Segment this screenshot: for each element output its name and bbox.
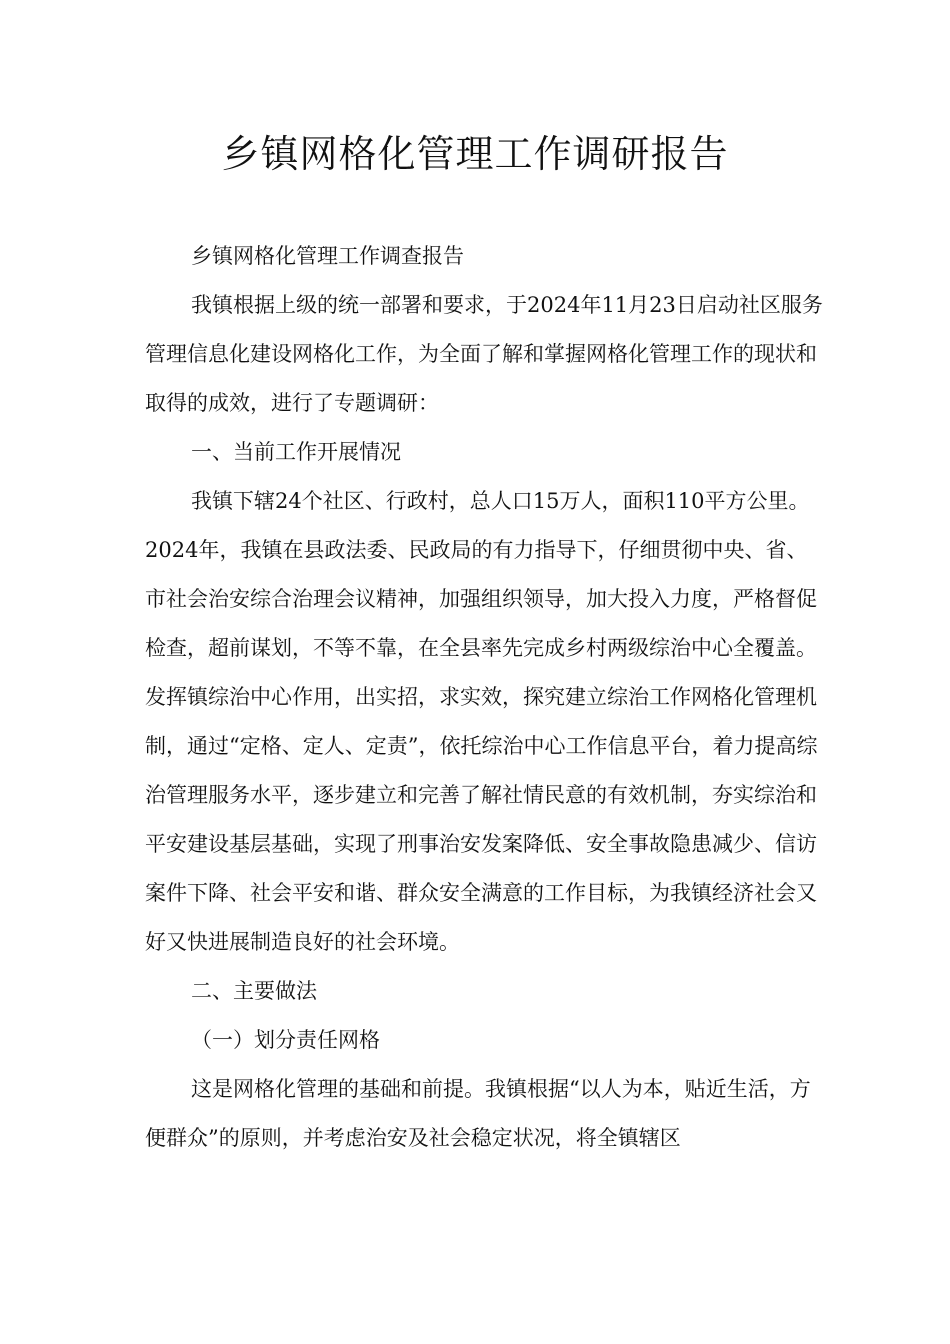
document-body bbox=[145, 232, 825, 1163]
section-heading-2: 二、主要做法 bbox=[191, 979, 317, 1003]
subsection-heading-1: （一）划分责任网格 bbox=[191, 1028, 380, 1052]
document-title: 乡镇网格化管理工作调研报告 bbox=[221, 132, 729, 176]
paragraph-grid: 这是网格化管理的基础和前提。我镇根据“以人为本，贴近生活，方便群众”的原则，并考虑治安及社会稳定状况，将全镇辖区 bbox=[145, 1077, 811, 1150]
paragraph-overview: 我镇下辖24个社区、行政村，总人口15万人，面积110平方公里。2024年，我镇在县政法委、民政局的有力指导下，仔细贯彻中央、省、市社会治安综合治理会议精神，加强组织领导，加大投入力度，严格督促检查，超前谋划，不等不靠，在全县率先完成乡村两级综治中心全覆盖。发挥镇综治中心作用，出实招，求实效，探究建立综治工作网格化管理机制，通过“定格、定人、定责”，依托综治中心工作信息平台，着力提高综治管理服务水平，逐步建立和完善了解社情民意的有效机制，夯实综治和平安建设基层基础，实现了刑事治安发案降低、安全事故隐患减少、信访案件下降、社会平安和谐、群众安全满意的工作目标，为我镇经济社会又好又快进展制造良好的社会环境。 bbox=[145, 489, 818, 954]
section-heading-1: 一、当前工作开展情况 bbox=[191, 440, 401, 464]
document-subtitle: 乡镇网格化管理工作调查报告 bbox=[191, 244, 464, 268]
paragraph-intro: 我镇根据上级的统一部署和要求，于2024年11月23日启动社区服务管理信息化建设网格化工作，为全面了解和掌握网格化管理工作的现状和取得的成效，进行了专题调研： bbox=[145, 293, 823, 415]
